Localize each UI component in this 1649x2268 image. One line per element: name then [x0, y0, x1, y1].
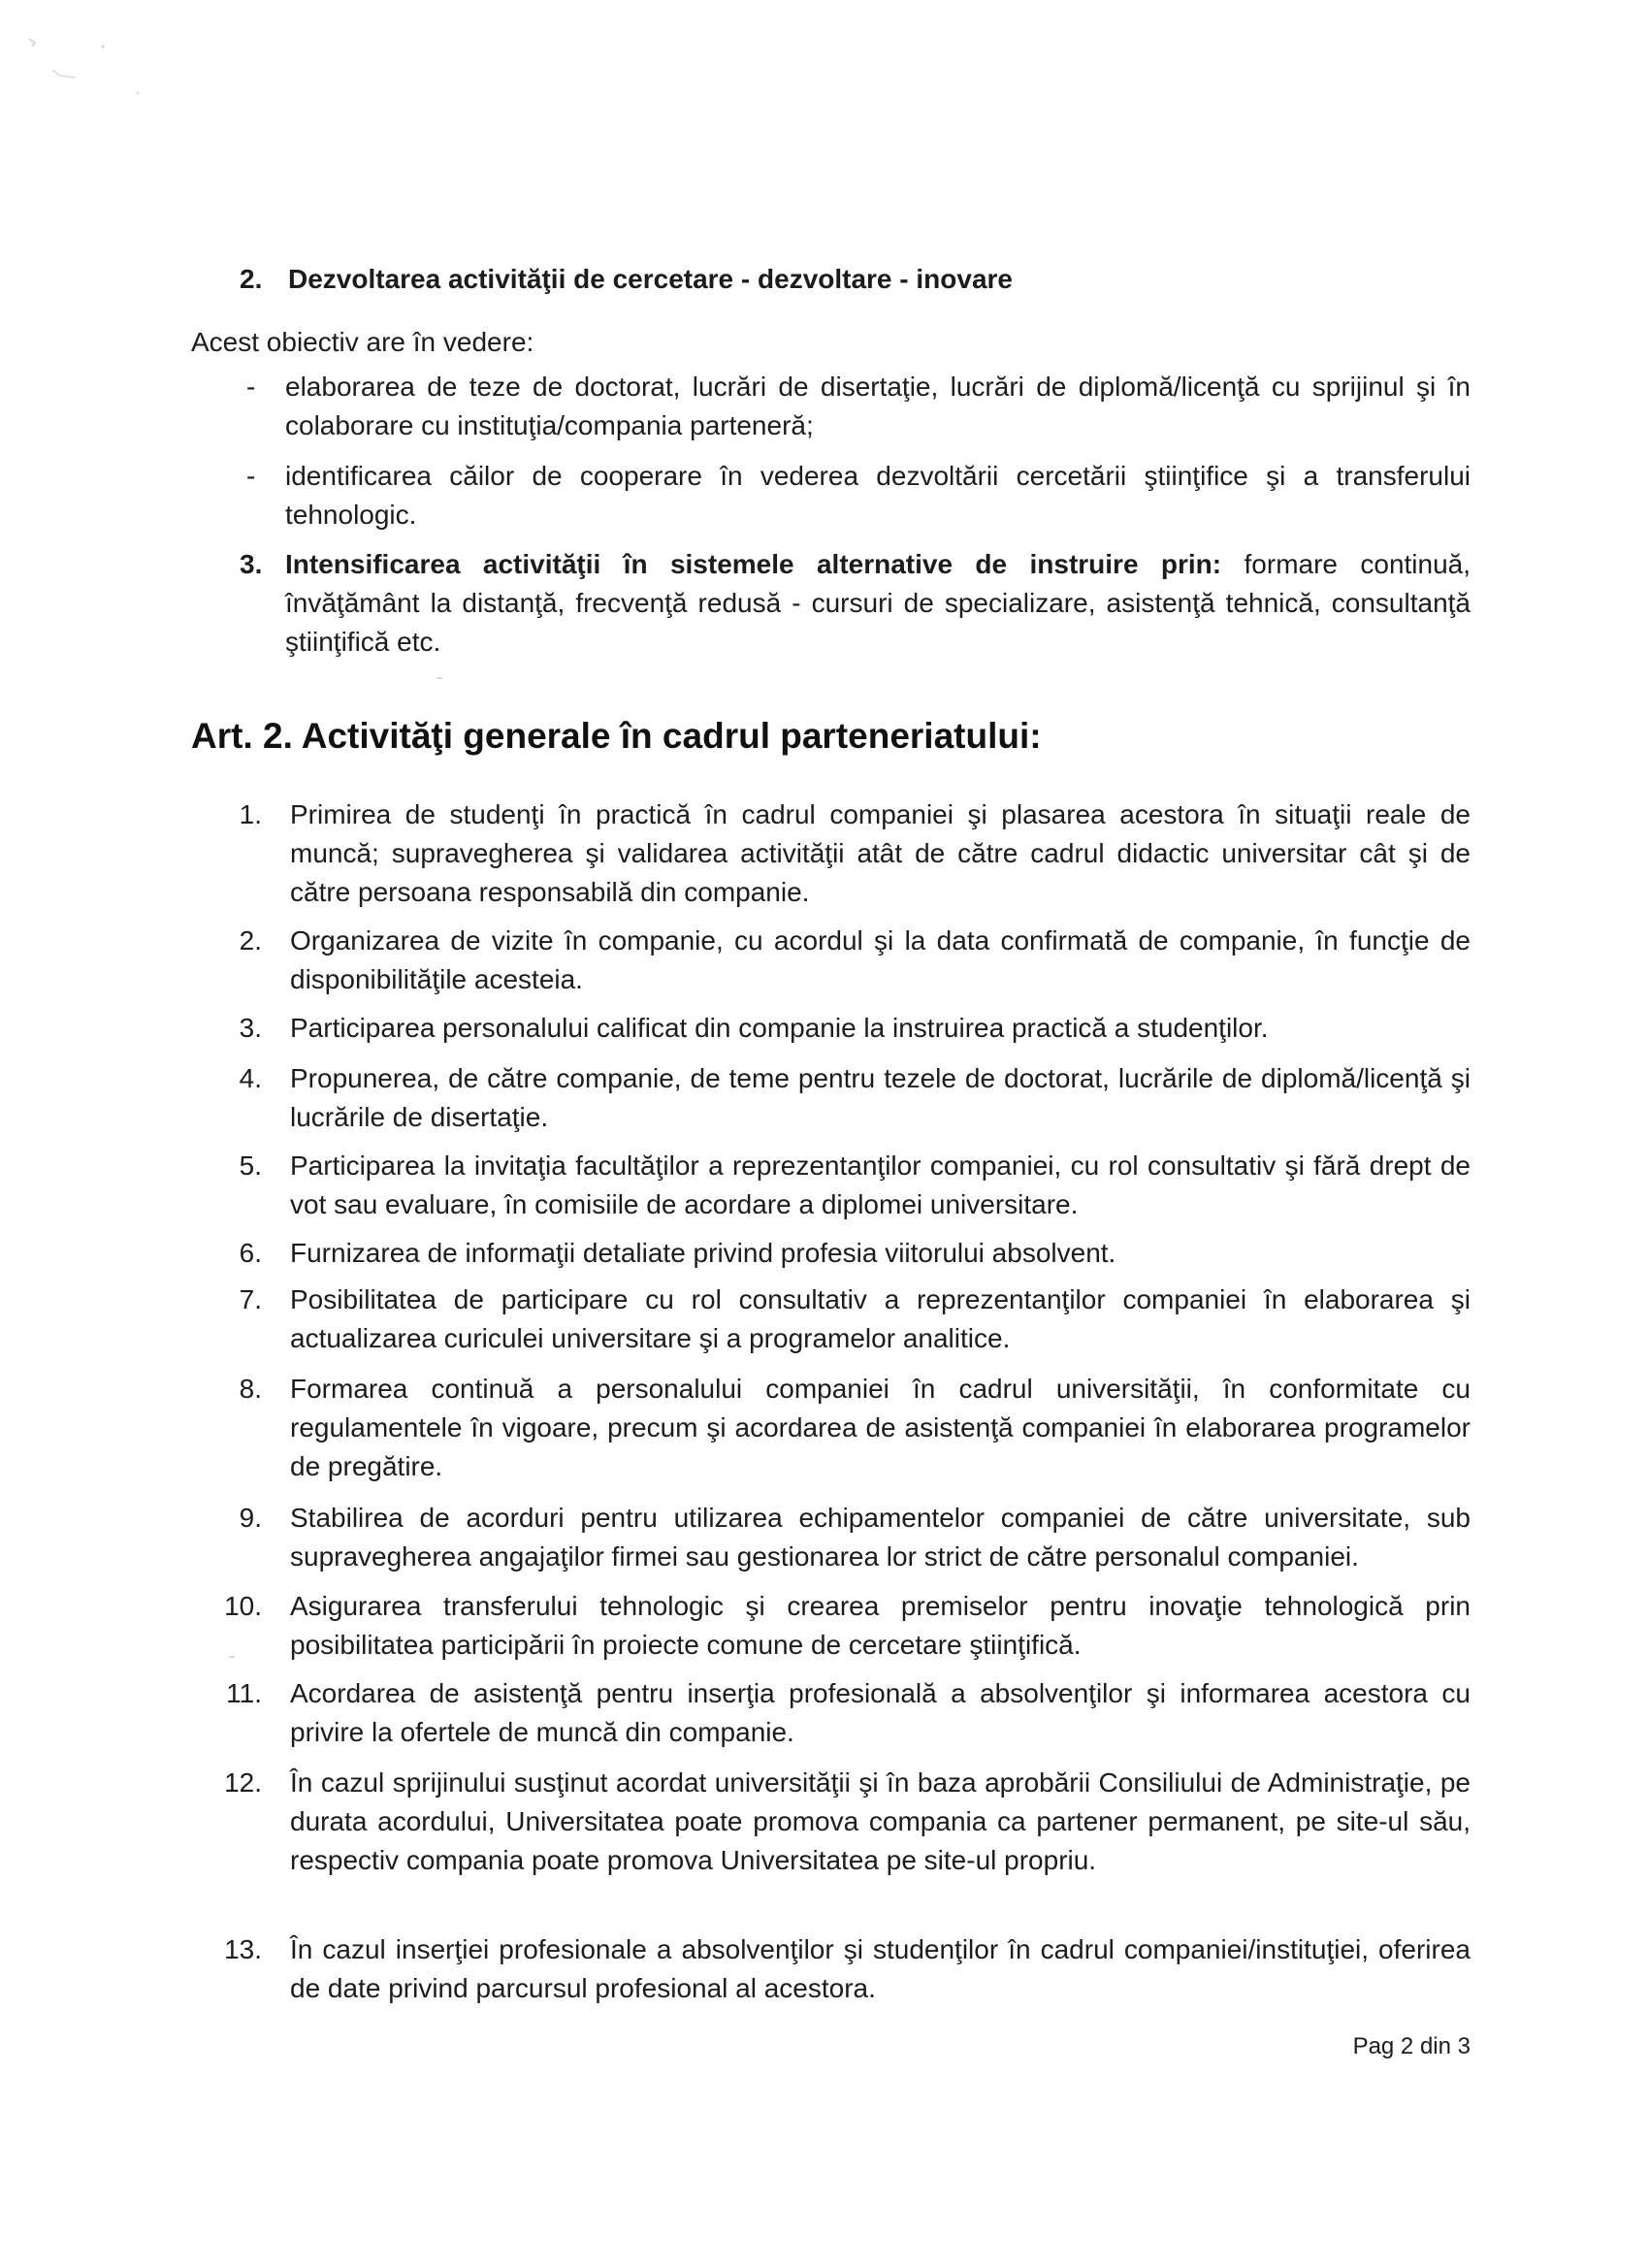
item-number: 12. — [224, 1767, 262, 1798]
item-number: 8. — [239, 1374, 262, 1404]
list-item — [0, 368, 1649, 445]
section-3-lead: Intensificarea activităţii în sistemele alternative de instruire prin: — [285, 549, 1222, 579]
bullet-text: identificarea căilor de cooperare în vederea dezvoltării cercetării ştiinţifice şi a transferului tehnologic. — [285, 461, 1471, 530]
item-number: 2. — [239, 925, 262, 956]
page-number: Pag 2 din 3 — [1352, 2033, 1471, 2059]
item-number: 7. — [239, 1284, 262, 1314]
list-item: În cazul sprijinului susţinut acordat universităţii şi în baza aprobării Consiliului de Administraţie, pe durata acordului, Universitatea poate promova compania ca partener permanent, pe site-ul său, respectiv compania poate promova Universitatea pe site-ul propriu. — [290, 1767, 1471, 1875]
section-title: Dezvoltarea activităţii de cercetare - dezvoltare - inovare — [288, 264, 1013, 294]
section-3 — [0, 545, 1649, 662]
scan-speck — [436, 677, 442, 679]
scan-artifact — [25, 33, 142, 101]
list-item: Asigurarea transferului tehnologic şi crearea premiselor pentru inovaţie tehnologică prin posibilitatea participării în proiecte comune de cercetare ştiinţifică. — [290, 1591, 1471, 1660]
list-item: În cazul inserţiei profesionale a absolvenţilor şi studenţilor în cadrul companiei/instituţiei, oferirea de date privind parcursul profesional al acestora. — [290, 1934, 1471, 2003]
list-item: Furnizarea de informaţii detaliate privind profesia viitorului absolvent. — [290, 1238, 1116, 1268]
list-item: Primirea de studenţi în practică în cadrul companiei şi plasarea acestora în situaţii reale de muncă; supravegherea şi validarea activităţii atât de către cadrul didactic universitar cât şi de către persoana responsabilă din companie. — [290, 799, 1471, 907]
list-item: Organizarea de vizite în companie, cu acordul şi la data confirmată de companie, în funcţie de disponibilităţile acesteia. — [290, 925, 1471, 994]
bullet-marker: - — [246, 461, 256, 491]
item-number: 11. — [226, 1678, 262, 1708]
item-number: 1. — [239, 799, 262, 829]
item-number: 3. — [239, 1013, 262, 1043]
item-number: 5. — [239, 1150, 262, 1181]
item-number: 6. — [239, 1238, 262, 1268]
section-3-body: formare continuă, învăţământ la distanţă, frecvenţă redusă - cursuri de specializare, asistenţă tehnică, consultanţă ştiinţifică etc. — [285, 549, 1471, 657]
list-item: Formarea continuă a personalului companiei în cadrul universităţii, în conformitate cu regulamentele în vigoare, precum şi acordarea de asistenţă companiei în elaborarea programelor de pregătire. — [290, 1374, 1471, 1481]
bullet-text: elaborarea de teze de doctorat, lucrări de disertaţie, lucrări de diplomă/licenţă cu sprijinul şi în colaborare cu instituţia/compania parteneră; — [285, 372, 1471, 440]
item-number: 13. — [224, 1934, 262, 1964]
section-number: 3. — [240, 549, 263, 579]
scan-speck — [229, 1656, 235, 1658]
list-item: Stabilirea de acorduri pentru utilizarea echipamentelor companiei de către universitate, sub supravegherea angajaţilor firmei sau gestionarea lor strict de către personalul companiei. — [290, 1503, 1471, 1571]
bullet-marker: - — [246, 372, 256, 402]
section-2-heading — [0, 260, 1649, 299]
list-item: Propunerea, de către companie, de teme pentru tezele de doctorat, lucrările de diplomă/licenţă şi lucrările de disertaţie. — [290, 1063, 1471, 1132]
item-number: 4. — [239, 1063, 262, 1093]
list-item: Acordarea de asistenţă pentru inserţia profesională a absolvenţilor şi informarea acestora cu privire la ofertele de muncă din companie. — [290, 1678, 1471, 1747]
section-number: 2. — [240, 264, 263, 294]
list-item: Posibilitatea de participare cu rol consultativ a reprezentanţilor companiei în elaborarea şi actualizarea curiculei universitare şi a programelor analitice. — [290, 1284, 1471, 1353]
list-item — [0, 457, 1649, 535]
article-heading: Art. 2. Activităţi generale în cadrul parteneriatului: — [191, 716, 1042, 756]
item-number: 9. — [239, 1503, 262, 1533]
section-intro: Acest obiectiv are în vedere: — [191, 327, 534, 357]
list-item: Participarea la invitaţia facultăţilor a reprezentanţilor companiei, cu rol consultativ şi fără drept de vot sau evaluare, în comisiile de acordare a diplomei universitare. — [290, 1150, 1471, 1219]
section-3-text — [285, 545, 1471, 662]
item-number: 10. — [224, 1591, 262, 1621]
list-item: Participarea personalului calificat din companie la instruirea practică a studenţilor. — [290, 1013, 1269, 1043]
